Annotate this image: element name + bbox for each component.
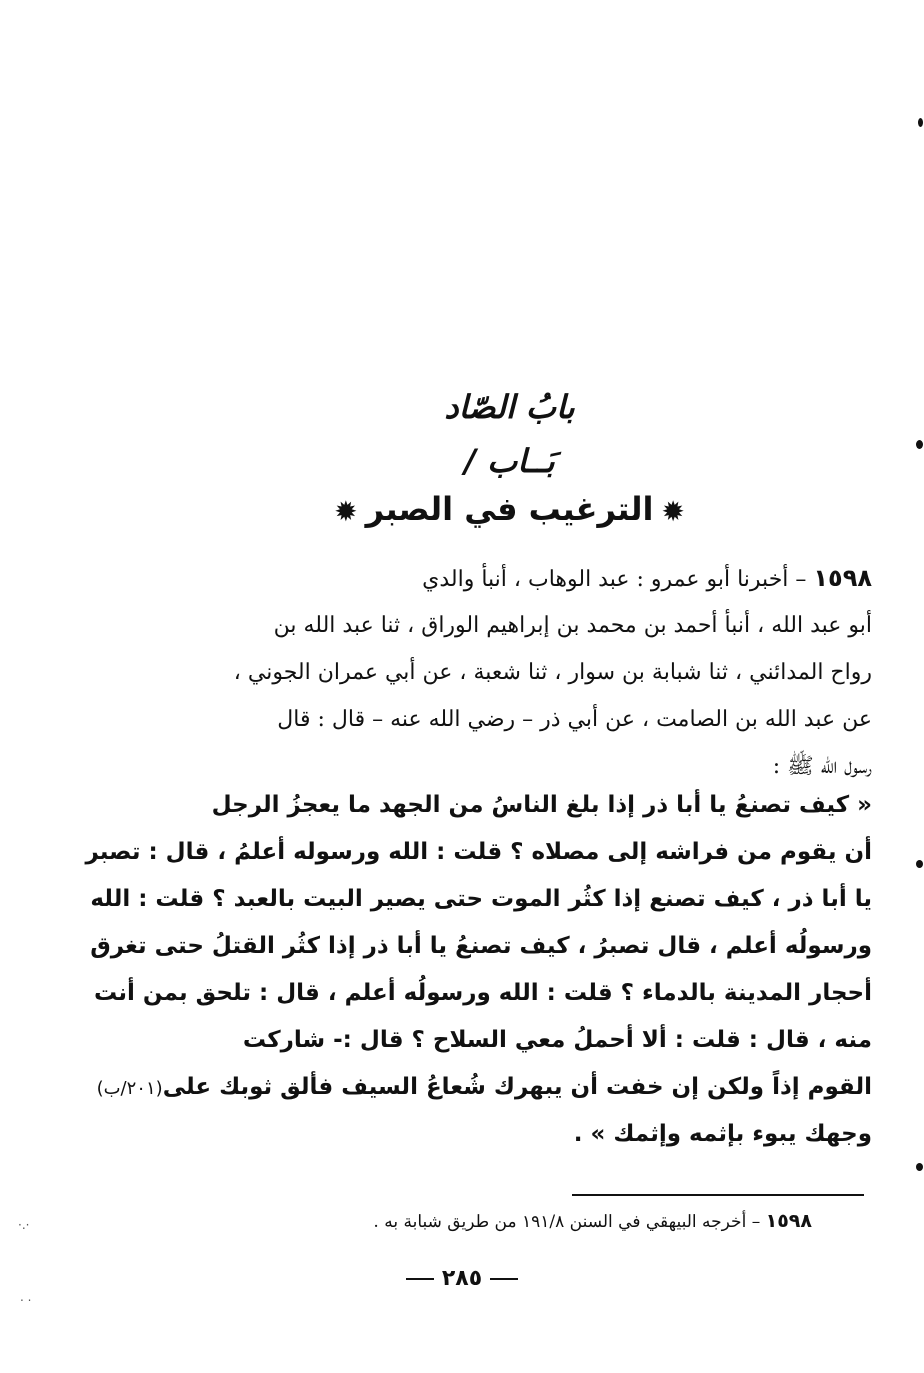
isnad-paragraph [172, 555, 872, 790]
star-ornament-icon: ✹ [661, 494, 685, 528]
page-number-dash [490, 1278, 518, 1280]
footnote-text: – أخرجه البيهقي في السنن ١٩١/٨ من طريق شبابة به . [373, 1212, 761, 1232]
manuscript-folio-reference: (٢٠١/ب) [96, 1078, 163, 1099]
scan-edge-mark [918, 118, 923, 127]
hadith-number: ١٥٩٨ [813, 564, 872, 592]
chapter-title: بابُ الصّاد [444, 388, 575, 426]
isnad-line: رواح المدائني ، ثنا شبابة بن سوار ، ثنا شعبة ، عن أبي عمران الجوني ، [233, 660, 872, 685]
scan-edge-mark [916, 1163, 923, 1171]
hadith-line: ورسولُه أعلم ، قال تصبرُ ، كيف تصنعُ يا أبا ذر إذا كثُر القتلُ حتى تغرق [90, 933, 872, 959]
footnote [373, 1210, 812, 1232]
hadith-line: « كيف تصنعُ يا أبا ذر إذا بلغ الناسُ من الجهد ما يعجزُ الرجل [211, 792, 872, 818]
scan-speck: ·.· [18, 1218, 30, 1232]
hadith-text [85, 782, 872, 1158]
topic-title: الترغيب في الصبر [365, 490, 654, 528]
hadith-line: منه ، قال : قلت : ألا أحملُ معي السلاح ؟ قال :- شاركت [242, 1027, 872, 1053]
hadith-line: وجهك يبوء بإثمه وإثمك » . [573, 1121, 872, 1147]
isnad-line: ١٥٩٨ – أخبرنا أبو عمرو : عبد الوهاب ، أنبأ والدي [422, 564, 872, 592]
page-number-dash [406, 1278, 434, 1280]
topic-heading [0, 490, 924, 528]
star-ornament-icon: ✹ [334, 494, 358, 528]
isnad-line: رسول الله ﷺ : [772, 754, 872, 779]
hadith-line: أن يقوم من فراشه إلى مصلاه ؟ قلت : الله ورسوله أعلمُ ، قال : تصبر [85, 839, 872, 865]
hadith-line: يا أبا ذر ، كيف تصنع إذا كثُر الموت حتى يصير البيت بالعبد ؟ قلت : الله [90, 886, 872, 912]
section-title: بَــاب / [464, 442, 555, 480]
footnote-number: ١٥٩٨ [765, 1210, 812, 1232]
isnad-line: أبو عبد الله ، أنبأ أحمد بن محمد بن إبراهيم الوراق ، ثنا عبد الله بن [273, 613, 872, 638]
isnad-line: عن عبد الله بن الصامت ، عن أبي ذر – رضي الله عنه – قال : قال [277, 707, 872, 732]
hadith-line: أحجار المدينة بالدماء ؟ قلت : الله ورسولُه أعلم ، قال : تلحق بمن أنت [94, 980, 872, 1006]
footnote-separator [572, 1194, 864, 1196]
page-number: ٢٨٥ [441, 1266, 483, 1291]
page-number-row [0, 1266, 924, 1291]
hadith-line: القوم إذاً ولكن إن خفت أن يبهرك شُعاعُ السيف فألق ثوبك على(٢٠١/ب) [96, 1074, 872, 1100]
scan-edge-mark [916, 860, 923, 868]
scan-speck: . . [20, 1290, 32, 1304]
